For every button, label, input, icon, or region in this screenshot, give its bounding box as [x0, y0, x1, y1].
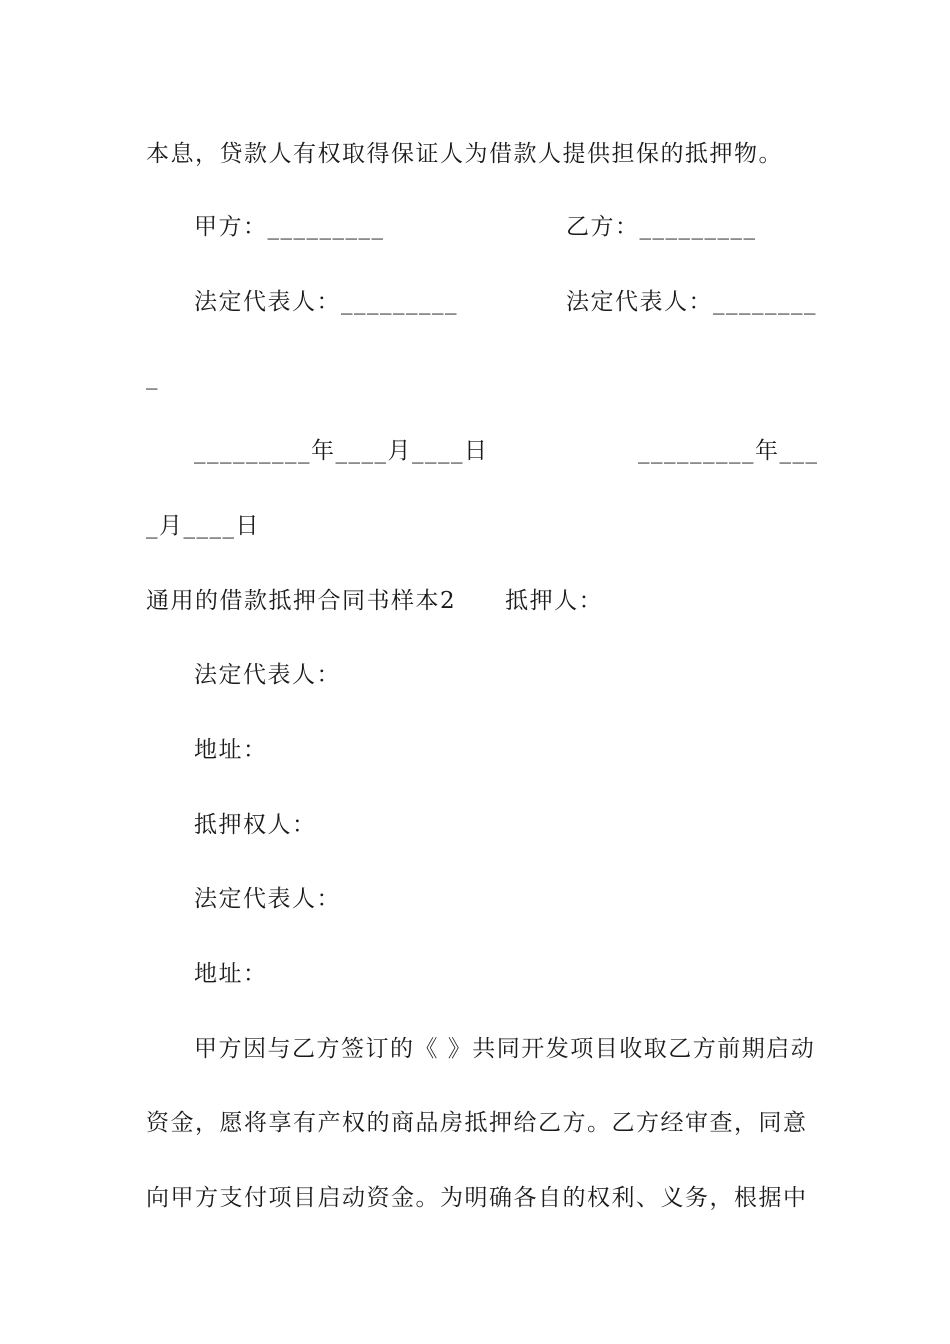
party-a-representative: 法定代表人：_________: [194, 289, 458, 315]
paragraph-line-1: 甲方因与乙方签订的《 》共同开发项目收取乙方前期启动: [194, 1036, 816, 1062]
paragraph-line-3: 向甲方支付项目启动资金。为明确各自的权利、义务，根据中: [146, 1185, 808, 1211]
party-b-representative-continued: _: [146, 364, 159, 390]
mortgagee-address: 地址：: [194, 961, 268, 987]
mortgagee-representative: 法定代表人：: [194, 886, 341, 912]
body-text-line: 本息，贷款人有权取得保证人为借款人提供担保的抵押物。: [146, 141, 783, 167]
party-a-date: _________年____月____日: [194, 438, 489, 464]
party-a-signature: 甲方：_________: [194, 214, 385, 240]
section-title: 通用的借款抵押合同书样本2 抵押人：: [146, 588, 604, 614]
party-b-signature: 乙方：_________: [566, 214, 757, 240]
party-b-date-continued: _月____日: [146, 513, 260, 539]
party-b-representative: 法定代表人：________: [566, 289, 817, 315]
party-b-date: _________年___: [638, 438, 819, 464]
mortgagee: 抵押权人：: [194, 812, 317, 838]
paragraph-line-2: 资金，愿将享有产权的商品房抵押给乙方。乙方经审查，同意: [146, 1110, 808, 1136]
mortgagor-representative: 法定代表人：: [194, 662, 341, 688]
mortgagor-address: 地址：: [194, 737, 268, 763]
